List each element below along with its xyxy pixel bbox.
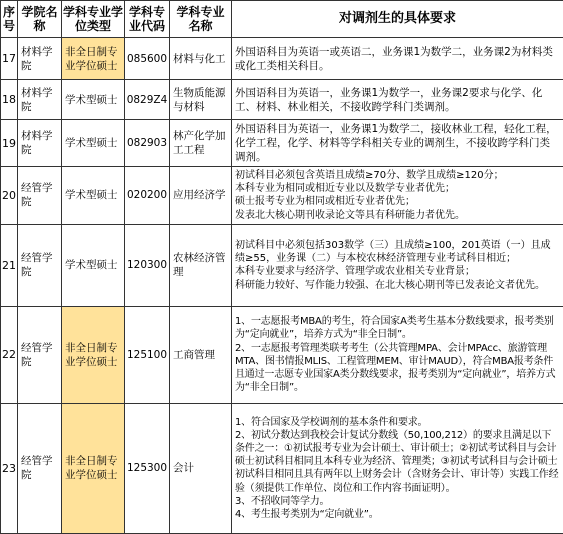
- row-major: 农林经济管理: [170, 224, 232, 306]
- row-code: 0829Z4: [125, 80, 170, 120]
- header-institute: 学院名称: [18, 1, 62, 38]
- row-degree-type: 学术型硕士: [62, 80, 125, 120]
- table-header-row: [1, 1, 563, 38]
- requirement-line: 4、考生报考类别为“定向就业”。: [235, 508, 560, 521]
- table-row: [1, 224, 563, 306]
- row-major: 材料与化工: [170, 38, 232, 80]
- requirement-line: 本科专业要求与经济学、管理学或农业相关专业背景；: [235, 265, 560, 278]
- requirement-line: 外国语科目为英语一或英语二，业务课1为数学二，业务课2为材料类或化工类相关科目。: [235, 45, 560, 73]
- row-index: 22: [1, 306, 18, 403]
- row-code: 120300: [125, 224, 170, 306]
- row-index: 23: [1, 403, 18, 533]
- row-code: 082903: [125, 120, 170, 167]
- row-code: 085600: [125, 38, 170, 80]
- row-code: 125100: [125, 306, 170, 403]
- header-code: 学科专业代码: [125, 1, 170, 38]
- requirement-line: 2、初试分数达到我校会计复试分数线（50,100,212）的要求且满足以下条件之一：①初试报考专业为会计硕士、审计硕士；②初试考试科目与会计硕士初试科目相同且本科专业为经济、管理类；③初试考试科目与会计硕士初试科目相同且具有两年以上财务会计（含财务会计、审计等）实践工作经验（须提供工作单位、岗位和工作内容书面证明）。: [235, 429, 560, 495]
- row-institute: 材料学院: [18, 80, 62, 120]
- row-institute: 经管学院: [18, 167, 62, 225]
- row-degree-type: 非全日制专业学位硕士: [62, 38, 125, 80]
- row-index: 19: [1, 120, 18, 167]
- row-requirements: [232, 167, 563, 225]
- requirement-line: 1、符合国家及学校调剂的基本条件和要求。: [235, 416, 560, 429]
- row-institute: 经管学院: [18, 224, 62, 306]
- row-index: 21: [1, 224, 18, 306]
- requirement-line: 发表北大核心期刊收录论文等具有科研能力者优先。: [235, 209, 560, 222]
- table-row: [1, 306, 563, 403]
- row-major: 会计: [170, 403, 232, 533]
- header-requirements: 对调剂生的具体要求: [232, 1, 563, 38]
- table-row: [1, 120, 563, 167]
- requirement-line: 外国语科目为英语一，业务课1为数学一，业务课2要求与化学、化工、材料、林业相关，不接收跨学科门类调剂。: [235, 86, 560, 114]
- table-row: [1, 38, 563, 80]
- row-requirements: [232, 403, 563, 533]
- row-code: 020200: [125, 167, 170, 225]
- row-code: 125300: [125, 403, 170, 533]
- row-institute: 材料学院: [18, 120, 62, 167]
- row-requirements: [232, 224, 563, 306]
- requirement-line: 2、一志愿报考管理类联考考生（公共管理MPA、会计MPAcc、旅游管理MTA、图书情报MLIS、工程管理MEM、审计MAUD），符合MBA报考条件且通过一志愿专业国家A类分数线要求，报考类别为“定向就业”，培养方式为“非全日制”。: [235, 342, 560, 395]
- table-row: [1, 167, 563, 225]
- row-institute: 经管学院: [18, 306, 62, 403]
- row-major: 林产化学加工工程: [170, 120, 232, 167]
- requirement-line: 3、不招收同等学力。: [235, 495, 560, 508]
- requirement-line: 初试科目必须包含英语且成绩≥70分、数学且成绩≥120分；: [235, 169, 560, 182]
- row-index: 20: [1, 167, 18, 225]
- header-major: 学科专业名称: [170, 1, 232, 38]
- requirement-line: 科研能力较好、写作能力较强、在北大核心期刊等已发表论文者优先。: [235, 279, 560, 292]
- requirement-line: 1、一志愿报考MBA的考生，符合国家A类考生基本分数线要求，报考类别为“定向就业”，培养方式为“非全日制”。: [235, 315, 560, 341]
- row-requirements: [232, 120, 563, 167]
- row-degree-type: 非全日制专业学位硕士: [62, 306, 125, 403]
- requirement-line: 外国语科目为英语一，业务课1为数学二，接收林业工程，轻化工程，化学工程，化学、材料等学科相关专业的调剂生，不接收跨学科门类调剂。: [235, 122, 560, 164]
- table-row: [1, 80, 563, 120]
- header-index: 序号: [1, 1, 18, 38]
- row-major: 应用经济学: [170, 167, 232, 225]
- header-degree-type: 学科专业学位类型: [62, 1, 125, 38]
- row-index: 17: [1, 38, 18, 80]
- requirement-line: 初试科目中必须包括303数学（三）且成绩≥100，201英语（一）且成绩≥55，业务课（二）与本校农林经济管理专业考试科目相近；: [235, 239, 560, 265]
- row-institute: 经管学院: [18, 403, 62, 533]
- row-requirements: [232, 80, 563, 120]
- row-degree-type: 学术型硕士: [62, 224, 125, 306]
- row-requirements: [232, 38, 563, 80]
- row-major: 生物质能源与材料: [170, 80, 232, 120]
- row-degree-type: 学术型硕士: [62, 167, 125, 225]
- row-requirements: [232, 306, 563, 403]
- row-institute: 材料学院: [18, 38, 62, 80]
- row-degree-type: 学术型硕士: [62, 120, 125, 167]
- row-major: 工商管理: [170, 306, 232, 403]
- row-index: 18: [1, 80, 18, 120]
- table-row: [1, 403, 563, 533]
- requirement-line: 硕士报考专业为相同或相近专业者优先；: [235, 195, 560, 208]
- requirement-line: 本科专业为相同或相近专业以及数学专业者优先；: [235, 182, 560, 195]
- row-degree-type: 非全日制专业学位硕士: [62, 403, 125, 533]
